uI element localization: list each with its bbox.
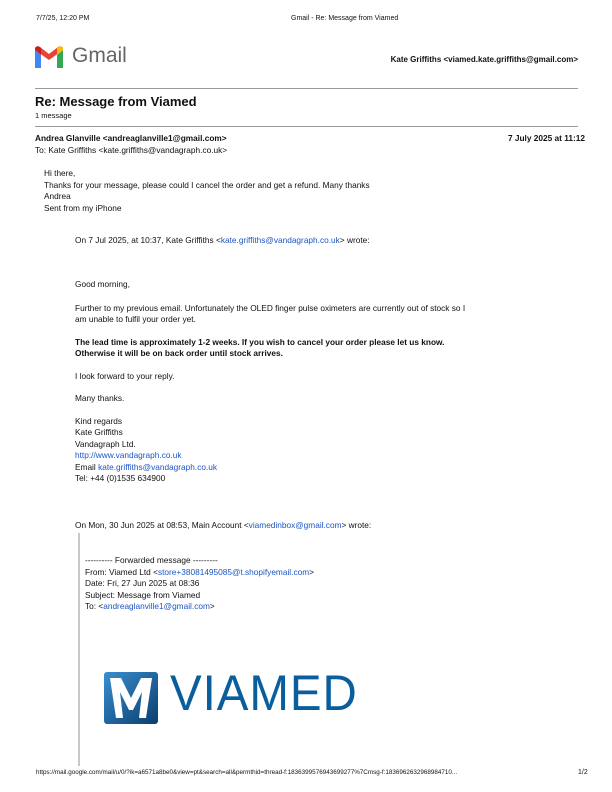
account-label: Kate Griffiths <viamed.kate.griffiths@gmail.com> [390,55,578,64]
gmail-logo-text: Gmail [72,44,127,67]
page-number: 1/2 [578,769,588,776]
quote1-body: Good morning, Further to my previous email. Unfortunately the OLED finger pulse oximeters are currently out of stock so I am unable to fulfil your order yet. The lead time is approximately 1-2 weeks. If you wish to cancel your order please let us know. Otherwise it will be on back order until stock arrives. I look forward to your reply. Many thanks. Kind regards Kate Griffiths Vandagraph Ltd. http://www.vandagraph.co.uk Email kate.griffiths@vandagraph.co.uk Tel: +44 (0)1535 634900 [75,279,466,483]
message-from: Andrea Glanville <andreaglanville1@gmail.com> [35,133,227,143]
thread-subject: Re: Message from Viamed [35,94,197,109]
forwarded-header: ---------- Forwarded message --------- From: Viamed Ltd <store+38081495085@t.shopifyemail.com> Date: Fri, 27 Jun 2025 at 08:36 Subject: Message from Viamed To: <andreaglanville1@gmail.com> [85,555,314,611]
message-to: To: Kate Griffiths <kate.griffiths@vandagraph.co.uk> [35,145,228,155]
print-datetime: 7/7/25, 12:20 PM [36,15,90,22]
viamed-logo-icon [104,672,158,724]
quote-border [78,533,80,766]
gmail-logo-icon [35,46,63,68]
email-link[interactable]: viamedinbox@gmail.com [248,520,342,530]
email-link[interactable]: andreaglanville1@gmail.com [103,601,210,611]
divider [35,88,578,89]
message-date: 7 July 2025 at 11:12 [507,133,585,143]
website-link[interactable]: http://www.vandagraph.co.uk [75,450,182,460]
viamed-logo-text: VIAMED [170,665,358,721]
email-link[interactable]: kate.griffiths@vandagraph.co.uk [220,235,340,245]
quote1-intro: On 7 Jul 2025, at 10:37, Kate Griffiths <kate.griffiths@vandagraph.co.uk> wrote: [75,235,370,245]
email-link[interactable]: kate.griffiths@vandagraph.co.uk [98,461,218,472]
divider [35,126,578,127]
print-url: https://mail.google.com/mail/u/0/?ik=a6571a8be0&view=pt&search=all&permthid=thread-f:1836399576943699277%7Cmsg-f:1836962632968984710... [36,769,458,776]
print-page-title: Gmail - Re: Message from Viamed [291,15,399,22]
message-body: Hi there, Thanks for your message, please could I cancel the order and get a refund. Many thanks Andrea Sent from my iPhone [44,168,370,213]
quote2-intro: On Mon, 30 Jun 2025 at 08:53, Main Account <viamedinbox@gmail.com> wrote: [75,520,372,530]
message-count: 1 message [35,111,72,120]
email-link[interactable]: store+38081495085@t.shopifyemail.com [157,566,310,577]
